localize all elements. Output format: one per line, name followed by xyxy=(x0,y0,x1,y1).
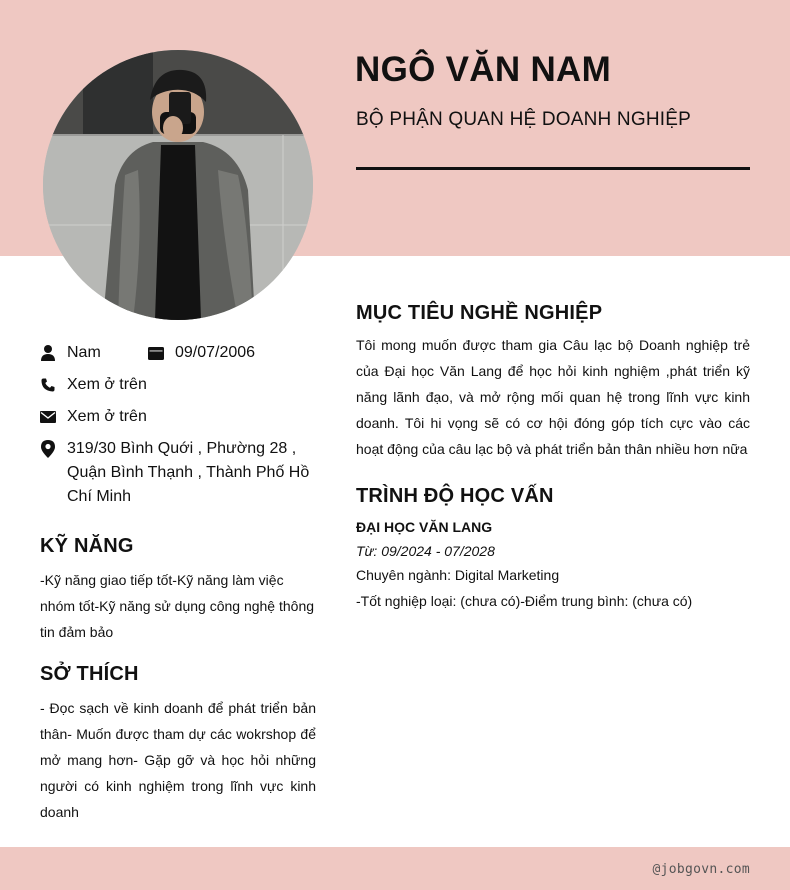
objective-text: Tôi mong muốn được tham gia Câu lạc bộ Doanh nghiệp trẻ của Đại học Văn Lang để học hỏi kinh nghiệm ,phát triển kỹ năng lãnh đạo, và mở rộng mối quan hệ trong lĩnh vực kinh doanh. Tôi hi vọng sẽ có cơ hội đóng góp tích cực vào các hoạt động của câu lạc bộ và phát triển bản thân nhiều hơn nữa xyxy=(356,337,750,457)
hobbies-heading: SỞ THÍCH xyxy=(40,663,139,685)
objective-heading: MỤC TIÊU NGHỀ NGHIỆP xyxy=(356,302,603,324)
phone-icon xyxy=(40,373,56,397)
footer-watermark: @jobgovn.com xyxy=(652,862,750,877)
email-row xyxy=(40,405,147,429)
phone-value: Xem ở trên xyxy=(67,376,147,393)
education-grades: -Tốt nghiệp loại: (chưa có)-Điểm trung bình: (chưa có) xyxy=(356,593,693,609)
title-divider xyxy=(356,167,750,170)
email-value: Xem ở trên xyxy=(67,408,147,425)
department-title: BỘ PHẬN QUAN HỆ DOANH NGHIỆP xyxy=(356,109,691,130)
address-row xyxy=(40,437,310,509)
skills-heading: KỸ NĂNG xyxy=(40,535,134,557)
calendar-icon xyxy=(148,341,164,365)
gender-value: Nam xyxy=(67,344,101,361)
address-value: 319/30 Bình Quới , Phường 28 , Quận Bình Thạnh , Thành Phố Hồ Chí Minh xyxy=(67,440,310,505)
location-pin-icon xyxy=(40,437,56,461)
profile-photo xyxy=(43,50,313,320)
candidate-name: NGÔ VĂN NAM xyxy=(355,50,612,89)
education-major: Chuyên ngành: Digital Marketing xyxy=(356,567,560,583)
hobbies-text: - Đọc sạch về kinh doanh để phát triển bản thân- Muốn được tham dự các wokrshop để mở mang hơn- Gặp gỡ và học hỏi những người có kinh nghiệm trong lĩnh vực kinh doanh xyxy=(40,700,316,820)
birthdate-value: 09/07/2006 xyxy=(175,344,256,361)
school-name: ĐẠI HỌC VĂN LANG xyxy=(356,519,493,535)
phone-row xyxy=(40,373,147,397)
education-heading: TRÌNH ĐỘ HỌC VẤN xyxy=(356,485,554,507)
skills-text: -Kỹ năng giao tiếp tốt-Kỹ năng làm việc nhóm tốt-Kỹ năng sử dụng công nghệ thông tin đảm bảo xyxy=(40,572,315,640)
education-dates: Từ: 09/2024 - 07/2028 xyxy=(356,543,495,559)
mail-icon xyxy=(40,405,56,429)
birthdate-row xyxy=(148,341,255,365)
person-icon xyxy=(40,341,56,365)
gender-row xyxy=(40,341,101,365)
